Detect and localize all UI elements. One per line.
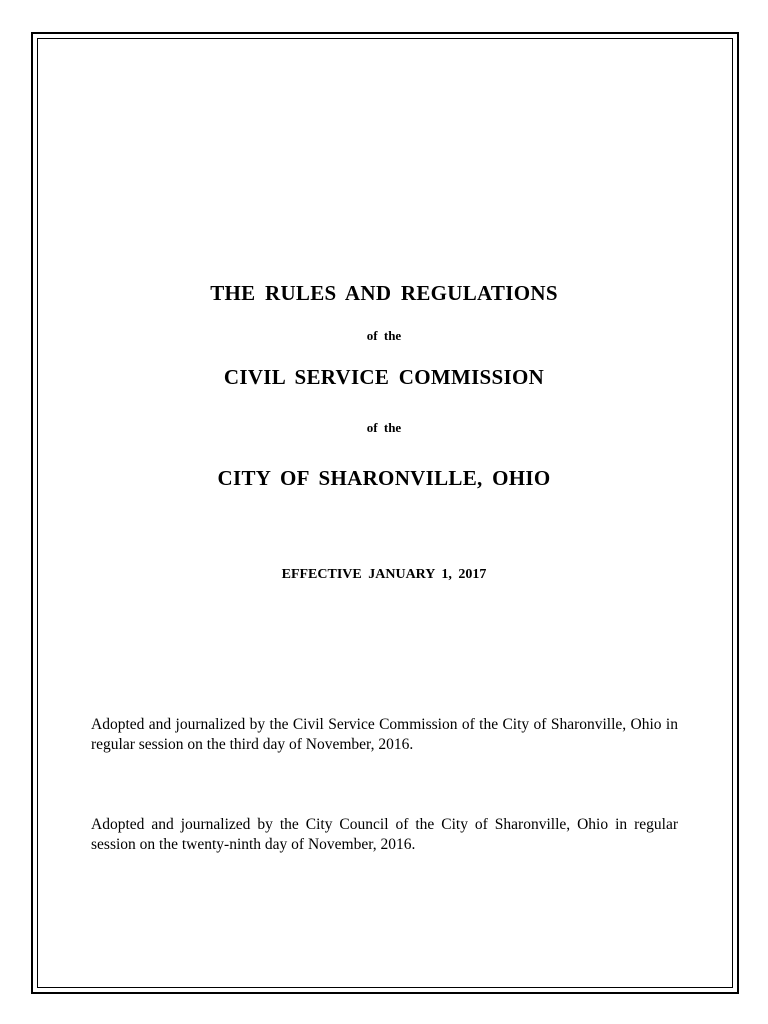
of-the-connector-1: of the — [366, 328, 402, 343]
city-name: CITY OF SHARONVILLE, OHIO — [217, 466, 551, 490]
adoption-paragraph-commission: Adopted and journalized by the Civil Service Commission of the City of Sharonville, Ohio in regular session on the third day of November, 2016. — [91, 716, 678, 753]
adoption-paragraph-council: Adopted and journalized by the City Council of the City of Sharonville, Ohio in regular session on the twenty-ninth day of November, 2016. — [91, 816, 678, 853]
commission-name: CIVIL SERVICE COMMISSION — [223, 365, 545, 389]
of-the-connector-2: of the — [366, 420, 402, 435]
effective-date: EFFECTIVE JANUARY 1, 2017 — [281, 567, 487, 582]
document-title: THE RULES AND REGULATIONS — [210, 281, 558, 305]
